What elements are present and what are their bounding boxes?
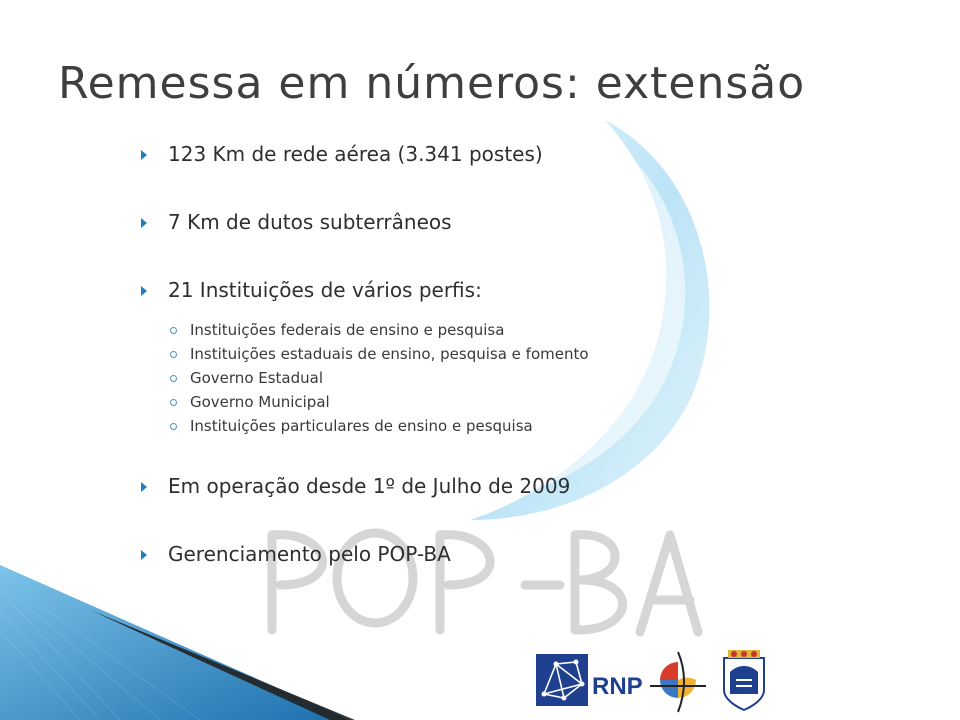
sub-bullet-item: Instituições federais de ensino e pesquisa xyxy=(168,318,898,342)
bullet-arrow-icon xyxy=(141,482,147,492)
slide-title: Remessa em números: extensão xyxy=(58,58,806,109)
bullet-arrow-icon xyxy=(141,218,147,228)
university-crest xyxy=(724,650,764,710)
rnp-logo xyxy=(536,654,643,706)
bullet-arrow-icon xyxy=(141,286,147,296)
partner-logos xyxy=(536,650,826,714)
sub-bullet-ring-icon xyxy=(170,399,177,406)
sub-bullet-item: Governo Municipal xyxy=(168,390,898,414)
bullet-text: Em operação desde 1º de Julho de 2009 xyxy=(168,474,571,498)
sub-bullet-item: Instituições particulares de ensino e pesquisa xyxy=(168,414,898,438)
sub-bullet-ring-icon xyxy=(170,351,177,358)
bullet-text: 7 Km de dutos subterrâneos xyxy=(168,210,452,234)
bullet-text: 123 Km de rede aérea (3.341 postes) xyxy=(168,142,543,166)
bullet-item xyxy=(138,472,898,500)
sub-bullet-ring-icon xyxy=(170,423,177,430)
rnp-logo-text: RNP xyxy=(592,673,643,700)
bullet-item xyxy=(138,540,898,568)
sub-bullet-ring-icon xyxy=(170,375,177,382)
pop-ba-emblem xyxy=(650,652,706,712)
sub-bullet-item: Governo Estadual xyxy=(168,366,898,390)
bullet-arrow-icon xyxy=(141,550,147,560)
sub-bullet-ring-icon xyxy=(170,327,177,334)
bullet-item xyxy=(138,208,898,236)
bullet-item xyxy=(138,140,898,168)
bullet-text: 21 Instituições de vários perfis: xyxy=(168,278,482,302)
bullet-list xyxy=(138,140,898,568)
bullet-item xyxy=(138,276,898,304)
bullet-text: Gerenciamento pelo POP-BA xyxy=(168,542,451,566)
sub-bullet-list xyxy=(168,318,898,438)
bullet-arrow-icon xyxy=(141,150,147,160)
sub-bullet-item: Instituições estaduais de ensino, pesquisa e fomento xyxy=(168,342,898,366)
